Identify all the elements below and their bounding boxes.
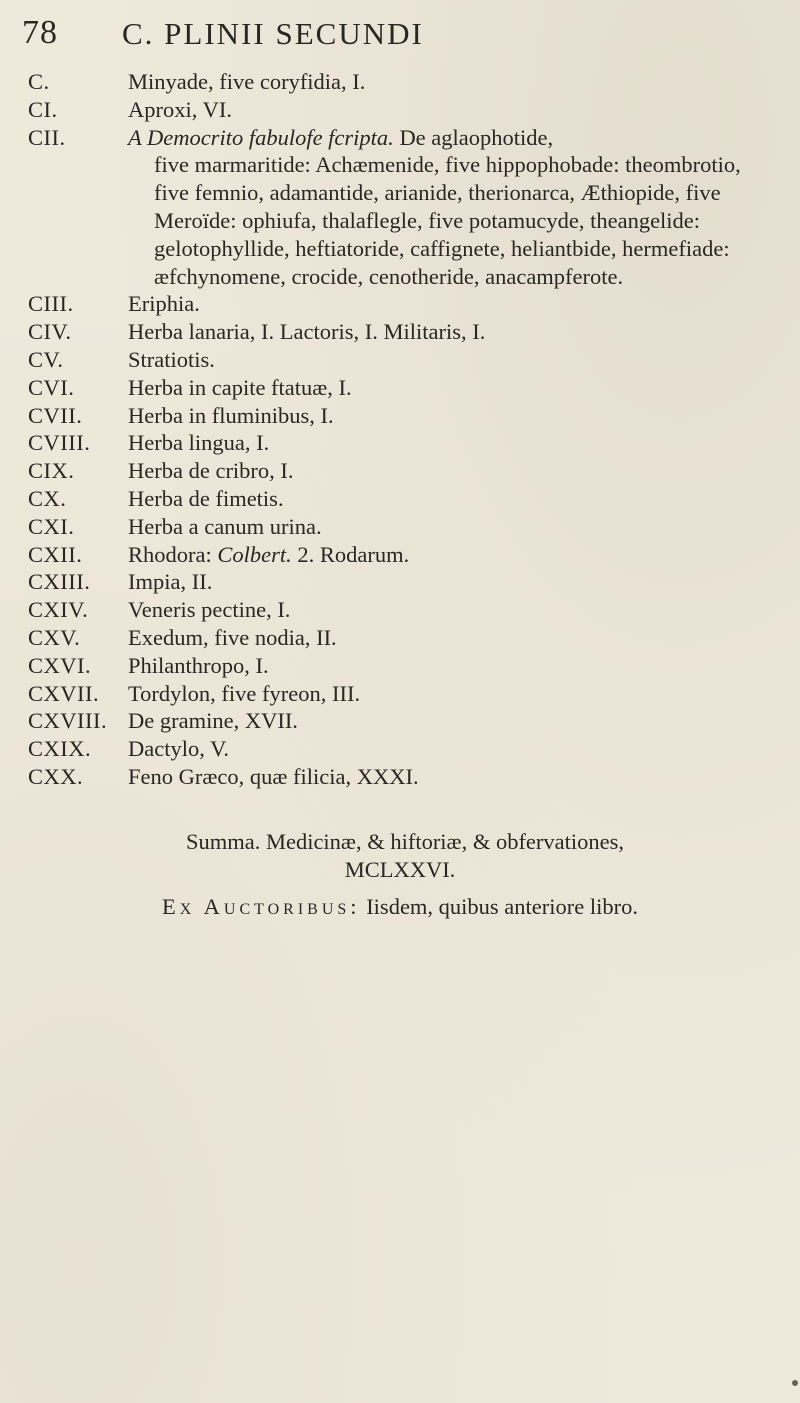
entry-text: Veneris pectine, I. — [128, 597, 291, 623]
entry-text: Eriphia. — [128, 291, 200, 317]
entry-text-continuation: five marmaritide: Achæmenide, five hippophobade: theombrotio, five femnio, adamantide, arianide, therionarca, Æthiopide, five Meroïde: ophiufa, thalaflegle, five potamucyde, theangelide: gelotophyllide, heftiatoride, caffignete, heliantbide, hermefiade: æfchynomene, crocide, cenotheride, anacampferote. — [154, 152, 741, 289]
sources-line — [30, 893, 770, 921]
entry-number: CXVII. — [28, 680, 100, 706]
entry-text: Herba lingua, I. — [128, 430, 270, 456]
index-entry — [28, 568, 768, 596]
entry-text: Minyade, five coryfidia, I. — [128, 69, 366, 94]
index-entry — [28, 624, 768, 652]
entry-number: CXX. — [28, 763, 84, 789]
index-entry — [28, 96, 768, 124]
index-entry — [28, 763, 768, 791]
index-entry — [28, 707, 768, 735]
entry-text: Impia, II. — [128, 569, 213, 595]
entry-text: Aproxi, VI. — [128, 96, 232, 122]
entry-text: Herba in capite ftatuæ, I. — [128, 374, 352, 400]
index-entry — [28, 541, 768, 569]
entry-number: CVIII. — [28, 430, 91, 456]
entry-number: CIX. — [28, 458, 75, 484]
index-entry — [28, 374, 768, 402]
entry-text: Stratiotis. — [128, 346, 215, 372]
entry-number: CII. — [28, 124, 66, 150]
index-entry — [28, 485, 768, 513]
running-head: C. PLINII SECUNDI — [122, 16, 424, 51]
entry-citation: Colbert. — [217, 541, 292, 567]
entry-number: CXII. — [28, 541, 83, 567]
index-entry — [28, 68, 768, 96]
entry-text: Herba de fimetis. — [128, 485, 284, 511]
index-entry — [28, 402, 768, 430]
entry-number: CXIX. — [28, 736, 92, 762]
entry-number: CI. — [28, 96, 58, 122]
entry-text — [128, 124, 748, 291]
entry-text-first-line: De aglaophotide, — [399, 124, 554, 150]
summa-label: Summa. Medicinæ, & hiftoriæ, & obfervationes, — [185, 829, 625, 854]
entry-number: CXVIII. — [28, 708, 108, 734]
entry-text: Herba in fluminibus, I. — [128, 402, 334, 428]
index-entry — [28, 290, 768, 318]
entry-number: CVII. — [28, 402, 83, 428]
entry-text-tail: 2. Rodarum. — [297, 541, 410, 567]
ink-spot-mark — [792, 1380, 798, 1386]
entry-number: CX. — [28, 485, 67, 511]
entry-number: CXVI. — [28, 652, 92, 678]
entry-number: C. — [28, 69, 50, 94]
entry-text: Herba de cribro, I. — [128, 458, 294, 484]
summa-total — [30, 828, 770, 884]
index-entry — [28, 680, 768, 708]
entry-number: CXIII. — [28, 569, 91, 595]
index-entry — [28, 457, 768, 485]
entry-text — [128, 541, 748, 569]
entry-text: Herba lanaria, I. Lactoris, I. Militaris, I. — [128, 319, 486, 345]
entry-text: Exedum, five nodia, II. — [128, 624, 337, 650]
entry-number: CXI. — [28, 513, 75, 539]
index-entry — [28, 318, 768, 346]
entry-number: CIII. — [28, 291, 74, 317]
page-header — [22, 10, 762, 58]
entry-text: Tordylon, five fyreon, III. — [128, 680, 361, 706]
entry-text: Feno Græco, quæ filicia, XXXI. — [128, 763, 419, 789]
sources-label: Ex Auctoribus: — [161, 894, 361, 919]
index-entry — [28, 596, 768, 624]
entry-text-lead: Rhodora: — [128, 541, 218, 567]
page-number: 78 — [22, 14, 58, 51]
entry-text: De gramine, XVII. — [128, 708, 298, 734]
entry-italic-heading: A Democrito fabulofe fcripta. — [128, 124, 394, 150]
index-entry — [28, 513, 768, 541]
entry-number: CIV. — [28, 319, 72, 345]
entry-number: CV. — [28, 346, 64, 372]
index-entry — [28, 652, 768, 680]
sources-text: Iisdem, quibus anteriore libro. — [360, 894, 639, 919]
entry-text: Herba a canum urina. — [128, 513, 322, 539]
entry-number: CVI. — [28, 374, 75, 400]
entry-text: Dactylo, V. — [128, 736, 230, 762]
index-entry — [28, 735, 768, 763]
summa-value: MCLXXVI. — [344, 857, 456, 882]
entry-number: CXV. — [28, 624, 81, 650]
index-entry — [28, 429, 768, 457]
index-entry — [28, 346, 768, 374]
entry-text: Philanthropo, I. — [128, 652, 269, 678]
entry-number: CXIV. — [28, 597, 89, 623]
index-entries — [28, 68, 768, 791]
index-entry — [28, 124, 768, 291]
